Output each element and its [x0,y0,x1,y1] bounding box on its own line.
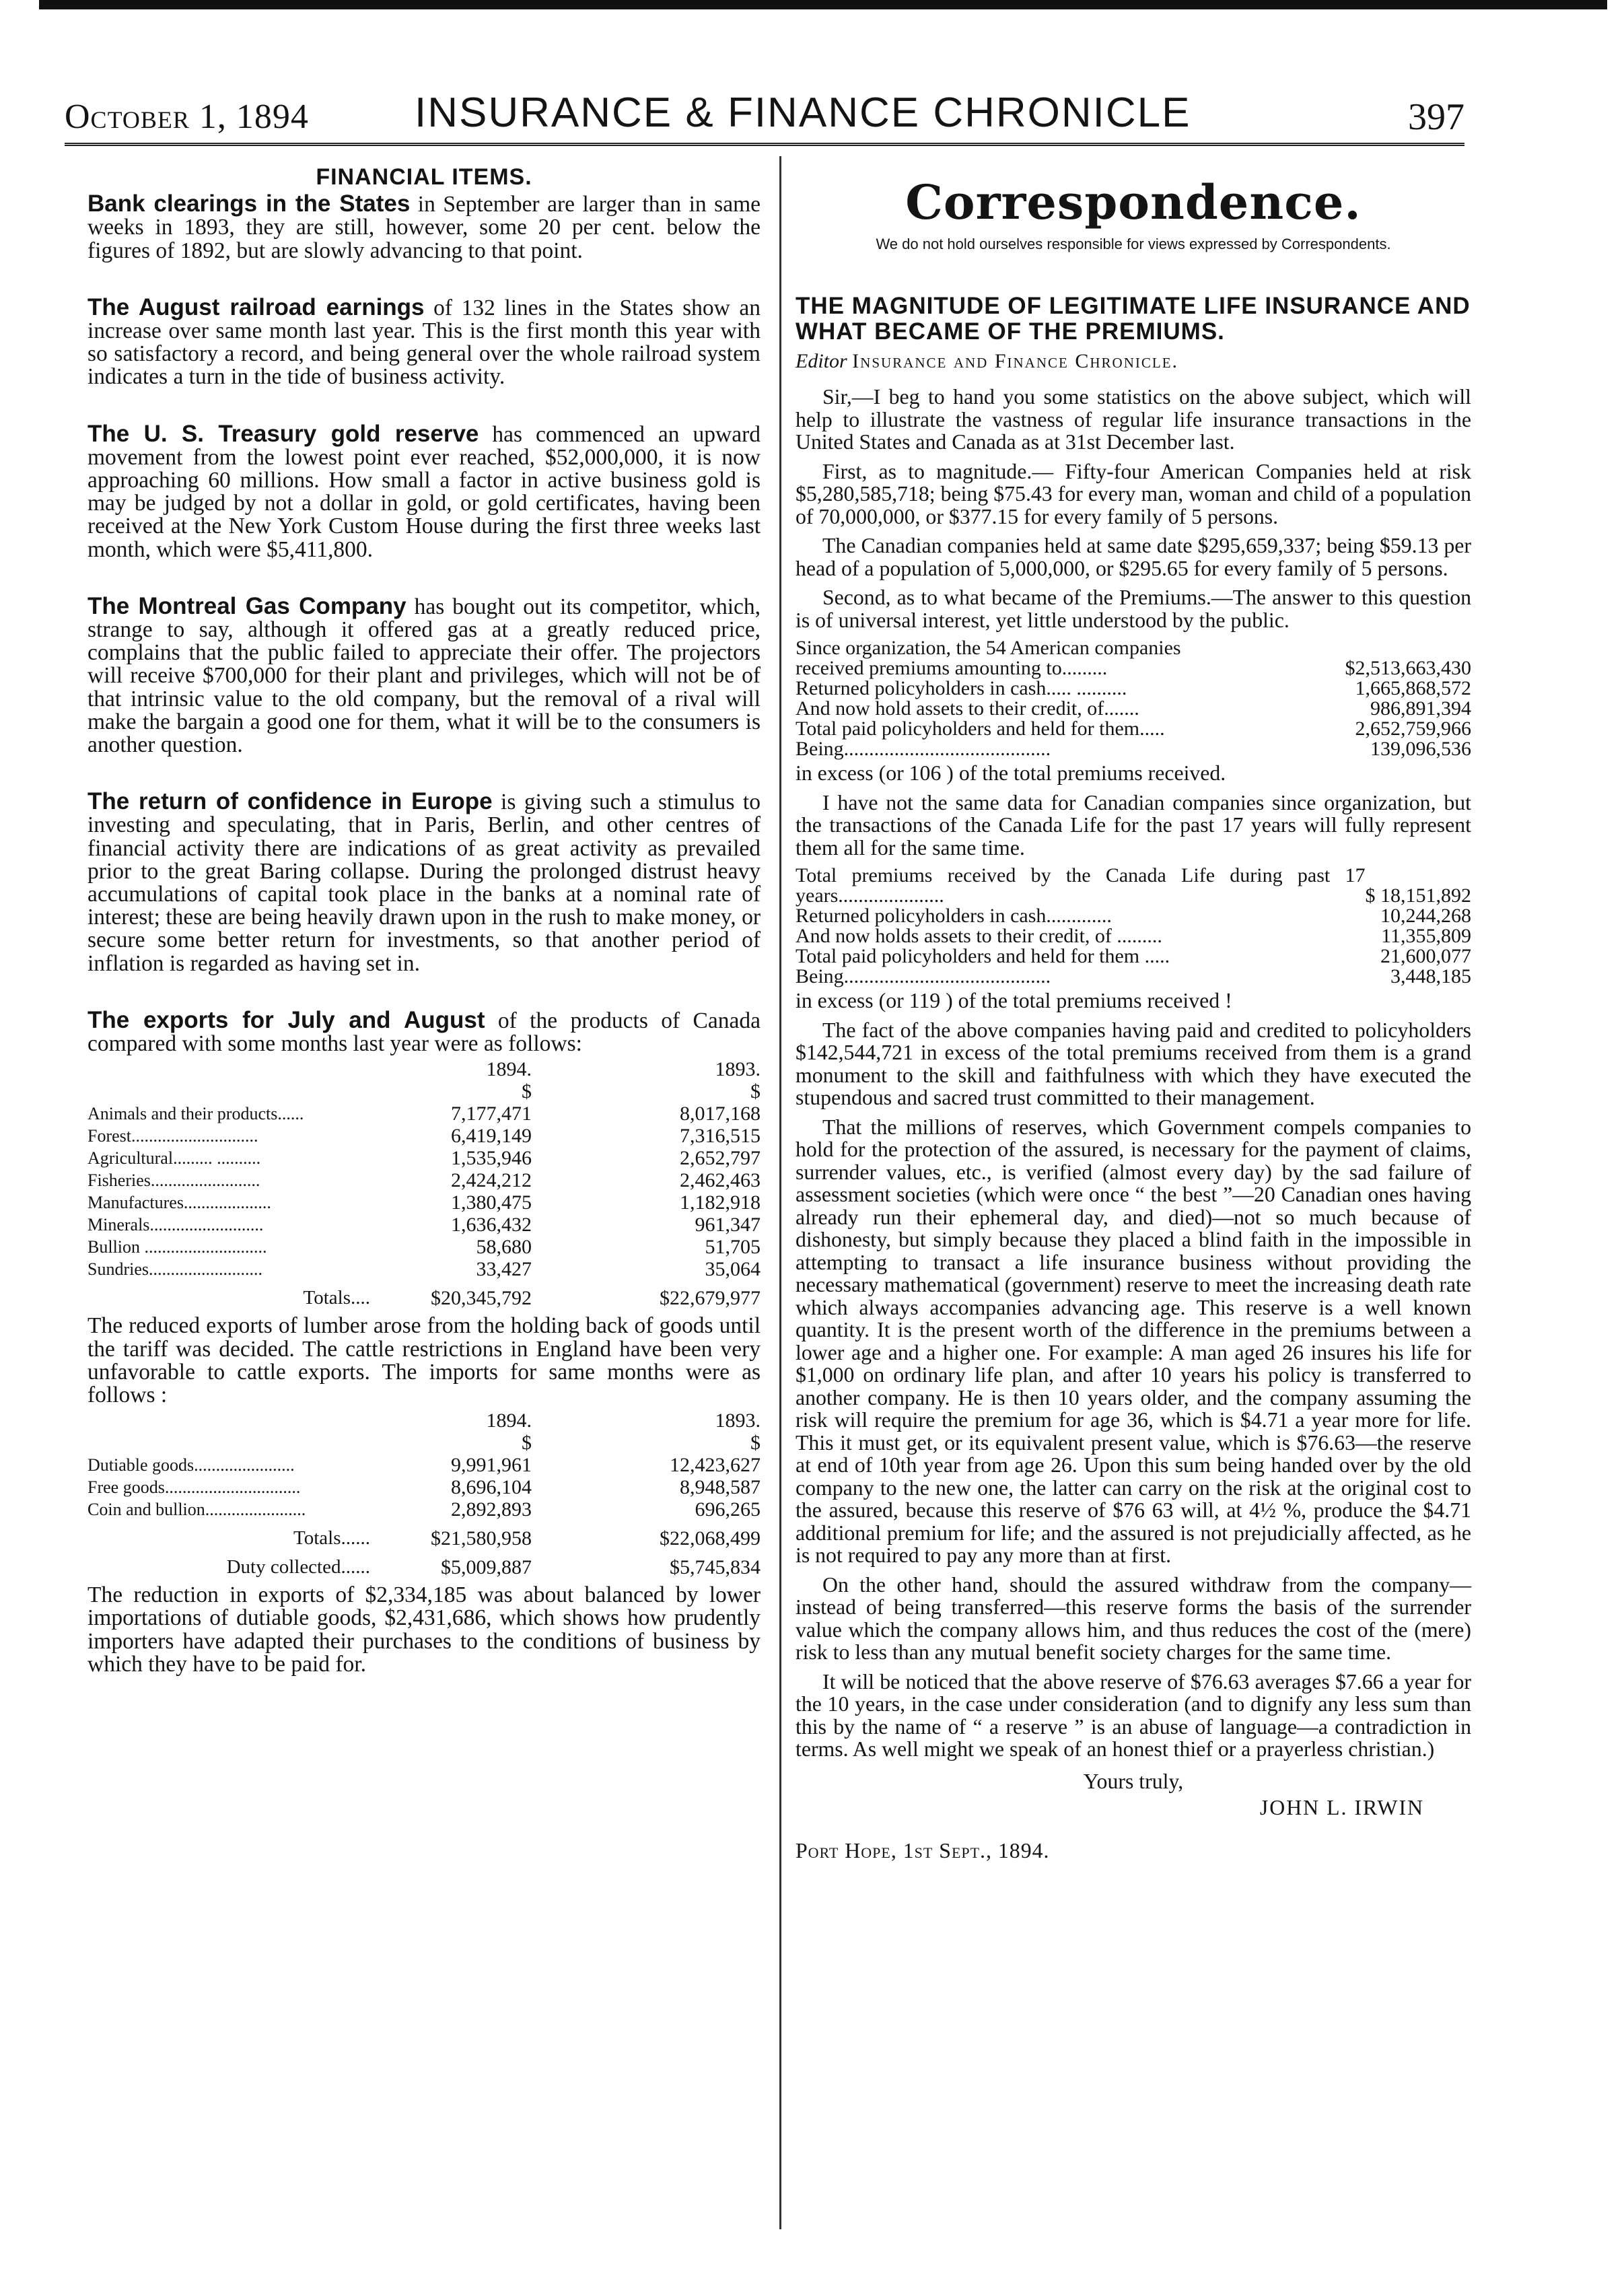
section-title: FINANCIAL ITEMS. [316,164,532,190]
table-total-row: Totals...... $21,580,958 $22,068,499 [293,1527,761,1550]
table-duty-row: Duty collected...... $5,009,887 $5,745,834 [226,1556,761,1579]
american-premiums-table [796,638,1471,759]
imports-year-1894: 1894. [486,1409,532,1432]
table-row: Since organization, the 54 American companies [796,637,1181,659]
publication-title: INSURANCE & FINANCE CHRONICLE [415,90,1191,136]
table-note: in excess (or 119 ) of the total premiums received ! [796,989,1232,1012]
page-header [65,86,1464,140]
letter-title: THE MAGNITUDE OF LEGITIMATE LIFE INSURANCE AND WHAT BECAME OF THE PREMIUMS. [796,292,1471,345]
item-exports [87,1006,761,1057]
table-row: Dutiable goods....................... 9,991,961 12,423,627 [87,1454,761,1477]
item-lead: The return of confidence in Europe [87,788,493,815]
item-body: is giving such a stimulus to investing and speculating, that in Paris, Berlin, and other centres of financial activity there are indications of as great activity as prevailed prior to the great Baring collapse. During the prolonged distrust heavy accumulations of capital took place in the banks at a nominal rate of interest; these are being heavily drawn upon in the rush to make money, or secure some better return for investments, so that another period of inflation is regarded as having set in. [87,790,761,976]
right-column [796,176,1471,1862]
table-row: Free goods............................... 8,696,104 8,948,587 [87,1476,761,1499]
table-row: Being......................................... 139,096,536 [796,738,1471,760]
item-lead: The August railroad earnings [87,293,425,320]
letter-paragraph: Sir,—I beg to hand you some statistics on the above subject, which will help to illustrate the vastness of regular life insurance transactions in the United States and Canada as at 31st December last. [796,385,1471,454]
letter-paragraph: First, as to magnitude.— Fifty-four American Companies held at risk $5,280,585,718; being $75.43 for every man, woman and child of a population of 70,000,000, or $377.15 for every family of 5 persons. [796,459,1471,528]
header-rule [65,143,1464,146]
table-row: Fisheries......................... 2,424,212 2,462,463 [87,1169,761,1192]
item-reduction: The reduction in exports of $2,334,185 was about balanced by lower importations of dutiable goods, $2,431,686, which shows how prudently importers have adapted their purchases to the conditions of business by which they have to be paid for. [87,1582,761,1677]
issue-date: October 1, 1894 [65,98,309,136]
letter-paragraph: I have not the same data for Canadian companies since organization, but the transactions of the Canada Life for the past 17 years will fully represent them all for the same time. [796,790,1471,860]
table-row: And now hold assets to their credit, of....... 986,891,394 [796,697,1471,720]
table-row: Forest............................. 6,419,149 7,316,515 [87,1125,761,1148]
item-bank-clearings [87,190,761,263]
item-lead: The exports for July and August [87,1006,485,1033]
letter-addressee: Editor Insurance and Finance Chronicle. [796,349,1179,372]
exports-year-1894: 1894. [486,1058,532,1081]
letter-paragraph: The fact of the above companies having paid and credited to policyholders $142,544,721 in excess of the total premiums received from them is a grand monument to the skill and faithfulness with which they have executed the stupendous and sacred trust committed to their management. [796,1018,1471,1109]
table-row: Minerals.......................... 1,636,432 961,347 [87,1214,761,1236]
imports-table [87,1409,761,1578]
letter-paragraph: Second, as to what became of the Premiums.—The answer to this question is of universal interest, yet little understood by the public. [796,586,1471,632]
letter-paragraph: That the millions of reserves, which Government compels companies to hold for the protection of the assured, is necessary for the payment of claims, surrender values, etc., is verified (almost every day) by the sad failure of assessment societies (which were once “ the best ”—20 Canadian ones having already run their ephemeral day, and died)—not so much because of dishonesty, but simply because they placed a blind faith in the impossible in attempting to transact a life insurance business without providing the necessary mathematical (government) reserve to meet the increasing death rate which always accompanies advancing age. This reserve is a well known quantity. It is the present worth of the difference in the premiums between a lower age and a higher one. For example: A man aged 26 insures his life for $1,000 on ordinary life plan, and after 10 years his policy is transferred to another company. He is then 10 years older, and the company assuming the risk will require the premium for age 36, which is $4.71 a year more for life. This it must get, or its equivalent present value, which is $76.63—the reserve at end of 10th year from age 26. Upon this sum being handed over by the old company to the new one, the latter can carry on the risk at the original cost to the assured, because this reserve of $76 63 will, at 4½ %, produce the $4.71 additional premium for life; and the assured is not prejudicially affected, as he is not required to pay any more than at first. [796,1115,1471,1567]
letter-closing: Yours truly, [1083,1769,1184,1793]
letter-signer: JOHN L. IRWIN [1259,1796,1424,1819]
canada-life-table [796,866,1471,987]
item-imports-intro: The reduced exports of lumber arose from the holding back of goods until the tariff was decided. The cattle restrictions in England have been very unfavorable to cattle exports. The imports for same months were as follows : [87,1313,761,1407]
table-note: in excess (or 106 ) of the total premiums received. [796,761,1226,785]
exports-unit-1894: $ [522,1080,532,1103]
correspondence-disclaimer: We do not hold ourselves responsible for views expressed by Correspondents. [876,236,1391,252]
table-row: Sundries.......................... 33,427 35,064 [87,1258,761,1281]
top-border-bar [39,0,1607,9]
exports-table [87,1058,761,1309]
item-body: of 132 lines in the States show an increase over same month last year. This is the first month this year with so satisfactory a record, and being general over the whole railroad system indicates a turn in the tide of business activity. [87,295,761,390]
item-lead: The U. S. Treasury gold reserve [87,420,479,447]
page-number: 397 [1408,96,1464,138]
item-body: of the products of Canada compared with some months last year were as follows: [87,1008,761,1057]
table-row: Manufactures.................... 1,380,475 1,182,918 [87,1191,761,1214]
table-row: Returned policyholders in cash............. 10,244,268 [796,905,1471,927]
table-row: Being......................................... 3,448,185 [796,965,1471,987]
table-row: Total paid policyholders and held for them ..... 21,600,077 [796,945,1471,967]
item-gold-reserve [87,420,761,562]
item-lead: The Montreal Gas Company [87,592,407,619]
left-column [87,166,761,1676]
table-row: And now holds assets to their credit, of ......... 11,355,809 [796,925,1471,947]
item-lead: Bank clearings in the States [87,190,411,217]
item-montreal-gas [87,592,761,758]
item-europe-confidence [87,790,761,975]
table-row: Agricultural......... .......... 1,535,946 2,652,797 [87,1147,761,1170]
table-row: Total paid policyholders and held for them..... 2,652,759,966 [796,718,1471,740]
item-body: has bought out its competitor, which, strange to say, although it offered gas at a greatly reduced price, complains that the public failed to appreciate their offer. The projectors will receive $700,000 for their plant and privileges, which will not be of that intrinsic value to the old company, but the removal of a rival will make the bargain a good one for them, what it will be to the consumers is another question. [87,594,761,758]
exports-year-1893: 1893. [715,1058,761,1081]
table-row: Bullion ............................ 58,680 51,705 [87,1236,761,1259]
table-total-row: Totals.... $20,345,792 $22,679,977 [303,1287,761,1310]
table-row: Animals and their products...... 7,177,471 8,017,168 [87,1103,761,1125]
exports-unit-1893: $ [750,1080,761,1103]
item-body: in September are larger than in same weeks in 1893, they are still, however, some 20 per cent. below the figures of 1892, but are slowly advancing to that point. [87,192,761,263]
letter-paragraph: The Canadian companies held at same date $295,659,337; being $59.13 per head of a population of 5,000,000, or $295.65 for every family of 5 persons. [796,534,1471,580]
table-row: Coin and bullion....................... 2,892,893 696,265 [87,1498,761,1521]
imports-year-1893: 1893. [715,1409,761,1432]
letter-place-date: Port Hope, 1st Sept., 1894. [796,1838,1050,1862]
item-railroad-earnings [87,293,761,390]
table-row: Returned policyholders in cash..... .......... 1,665,868,572 [796,677,1471,699]
letter-paragraph: On the other hand, should the assured withdraw from the company—instead of being transferred—this reserve forms the basis of the surrender value which the company allows him, and thus reduces the cost of the (mere) risk to less than any mutual benefit society charges for the same time. [796,1572,1471,1664]
table-row: Total premiums received by the Canada Life during past 17 years..................... $ 18,151,892 [796,864,1471,907]
table-row: received premiums amounting to......... $2,513,663,430 [796,657,1471,679]
column-divider [779,156,781,2229]
item-body: has commenced an upward movement from the lowest point ever reached, $52,000,000, it is now approaching 60 millions. How small a factor in active business gold is may be judged by not a dollar in gold, or gold certificates, having been received at the New York Custom House during the first three weeks last month, which were $5,411,800. [87,421,761,562]
correspondence-heading: Correspondence. [905,174,1362,230]
letter-paragraph: It will be noticed that the above reserve of $76.63 averages $7.66 a year for the 10 years, in the case under consideration (and to dignify any less sum than this by the name of “ a reserve ” is an abuse of language—a contradiction in terms. As well might we speak of an honest thief or a prayerless christian.) [796,1669,1471,1761]
imports-unit-1893: $ [750,1432,761,1455]
imports-unit-1894: $ [522,1432,532,1455]
